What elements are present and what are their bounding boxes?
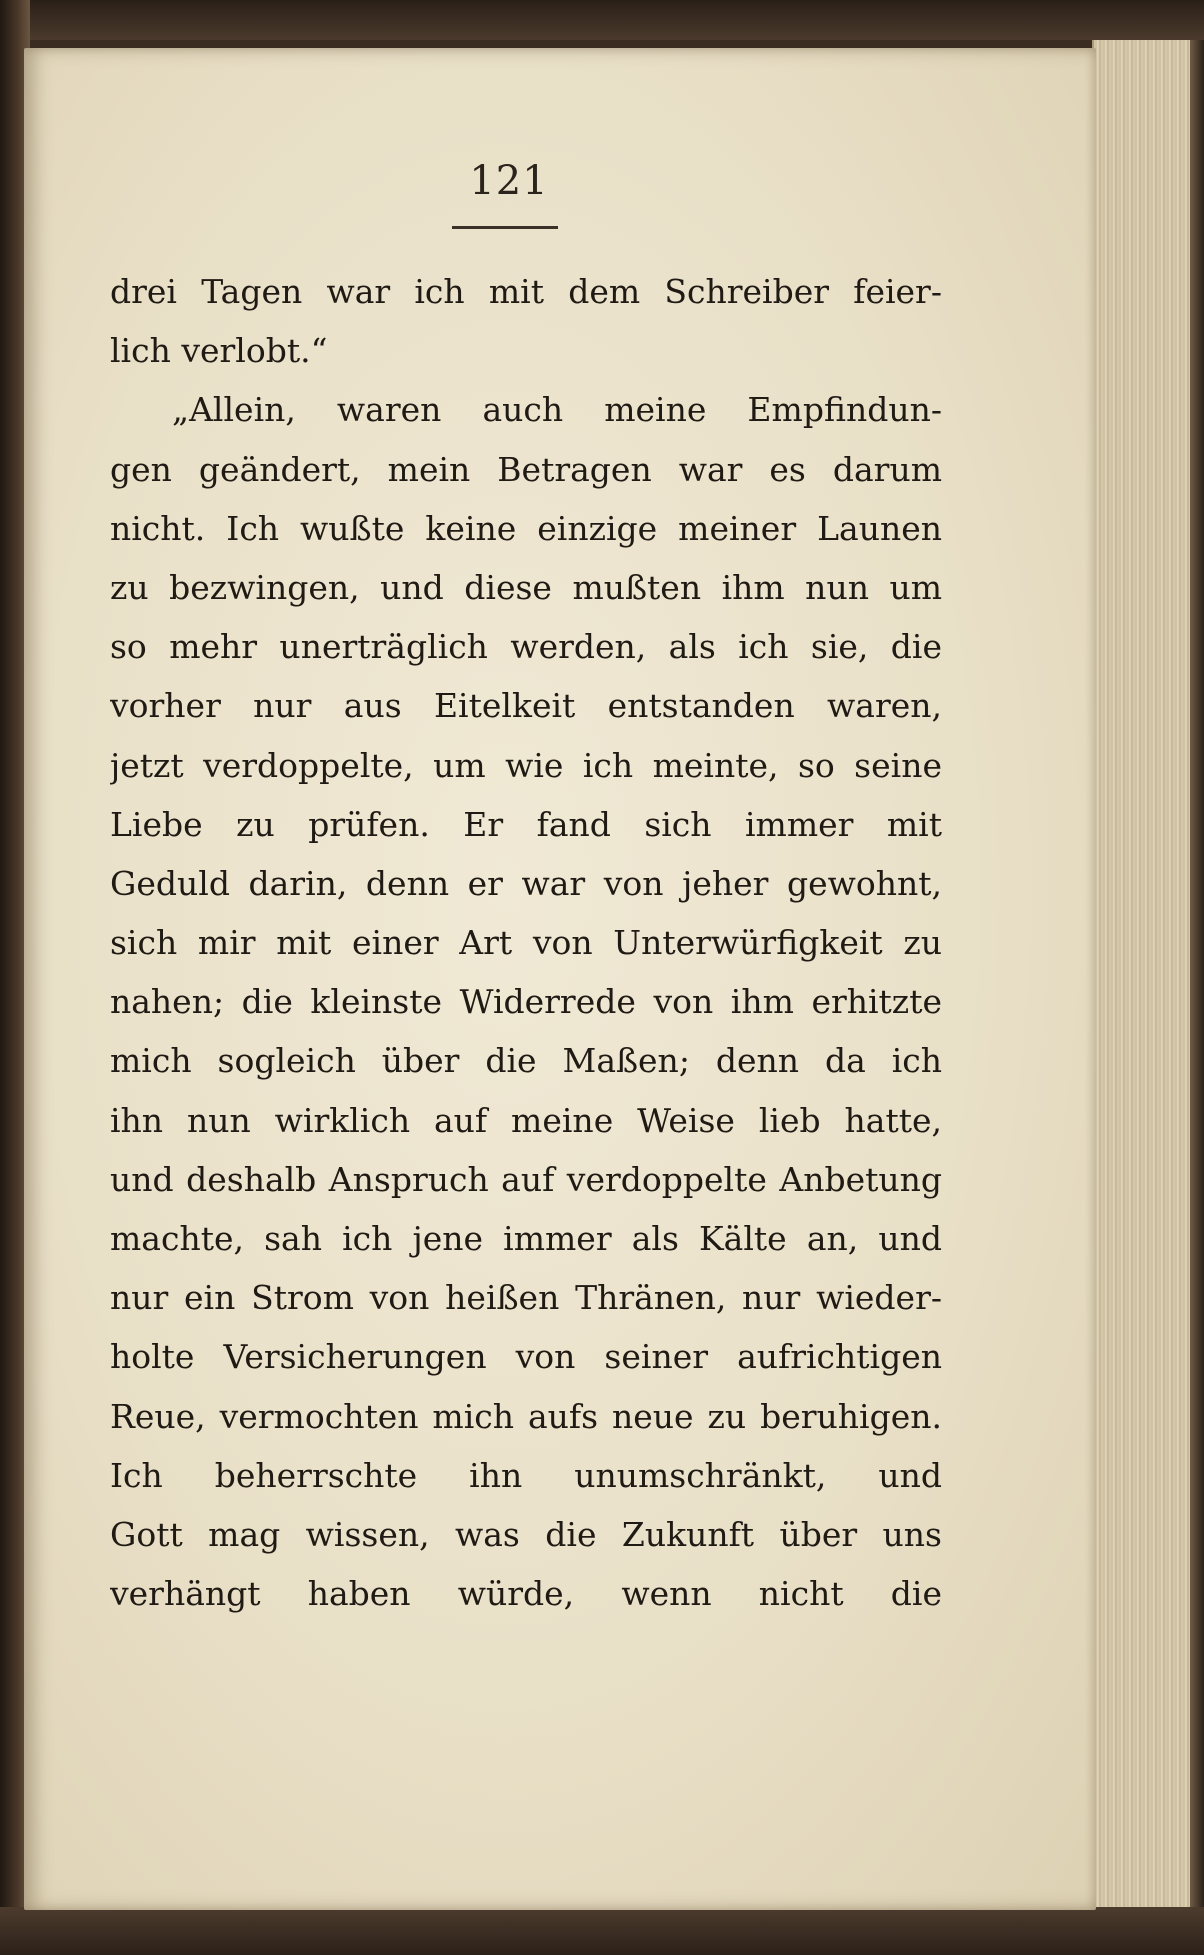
text-line: zu bezwingen, und diese mußten ihm nun um	[110, 567, 942, 607]
text-line: Ich beherrschte ihn unumschränkt, und	[110, 1455, 942, 1495]
text-line: holte Versicherungen von seiner aufrichtigen	[110, 1337, 942, 1377]
text-line: „Allein, waren auch meine Empfindun-	[172, 390, 942, 430]
page-number: 121	[469, 158, 549, 204]
text-line: Gott mag wissen, was die Zukunft über uns	[110, 1514, 942, 1554]
page-text	[110, 262, 942, 1623]
page-number-rule	[452, 226, 558, 229]
text-line: verhängt haben würde, wenn nicht die	[110, 1574, 942, 1614]
text-line: mich sogleich über die Maßen; denn da ich	[110, 1041, 942, 1081]
text-line: vorher nur aus Eitelkeit entstanden waren,	[110, 686, 942, 726]
text-line: und deshalb Anspruch auf verdoppelte Anbetung	[110, 1159, 942, 1199]
text-line: so mehr unerträglich werden, als ich sie, die	[110, 627, 942, 667]
page-edges	[1092, 40, 1204, 1920]
text-line: ihn nun wirklich auf meine Weise lieb hatte,	[110, 1100, 942, 1140]
text-line: sich mir mit einer Art von Unterwürfigkeit zu	[110, 923, 942, 963]
text-line: lich verlobt.“	[110, 331, 328, 371]
text-line: Reue, vermochten mich aufs neue zu beruhigen.	[110, 1396, 942, 1436]
text-line: Geduld darin, denn er war von jeher gewohnt,	[110, 863, 942, 903]
text-line: Liebe zu prüfen. Er fand sich immer mit	[110, 804, 942, 844]
text-line: nicht. Ich wußte keine einzige meiner Launen	[110, 508, 942, 548]
cover-edge	[1190, 40, 1204, 1920]
text-line: machte, sah ich jene immer als Kälte an, und	[110, 1219, 942, 1258]
text-line: gen geändert, mein Betragen war es darum	[110, 449, 942, 489]
text-line: nur ein Strom von heißen Thränen, nur wieder-	[110, 1278, 942, 1318]
book-cover-bottom	[0, 1907, 1204, 1955]
book-cover-top	[0, 0, 1204, 40]
text-line: drei Tagen war ich mit dem Schreiber feier-	[110, 272, 942, 311]
text-line: jetzt verdoppelte, um wie ich meinte, so seine	[110, 745, 942, 785]
text-line: nahen; die kleinste Widerrede von ihm erhitzte	[110, 982, 942, 1022]
